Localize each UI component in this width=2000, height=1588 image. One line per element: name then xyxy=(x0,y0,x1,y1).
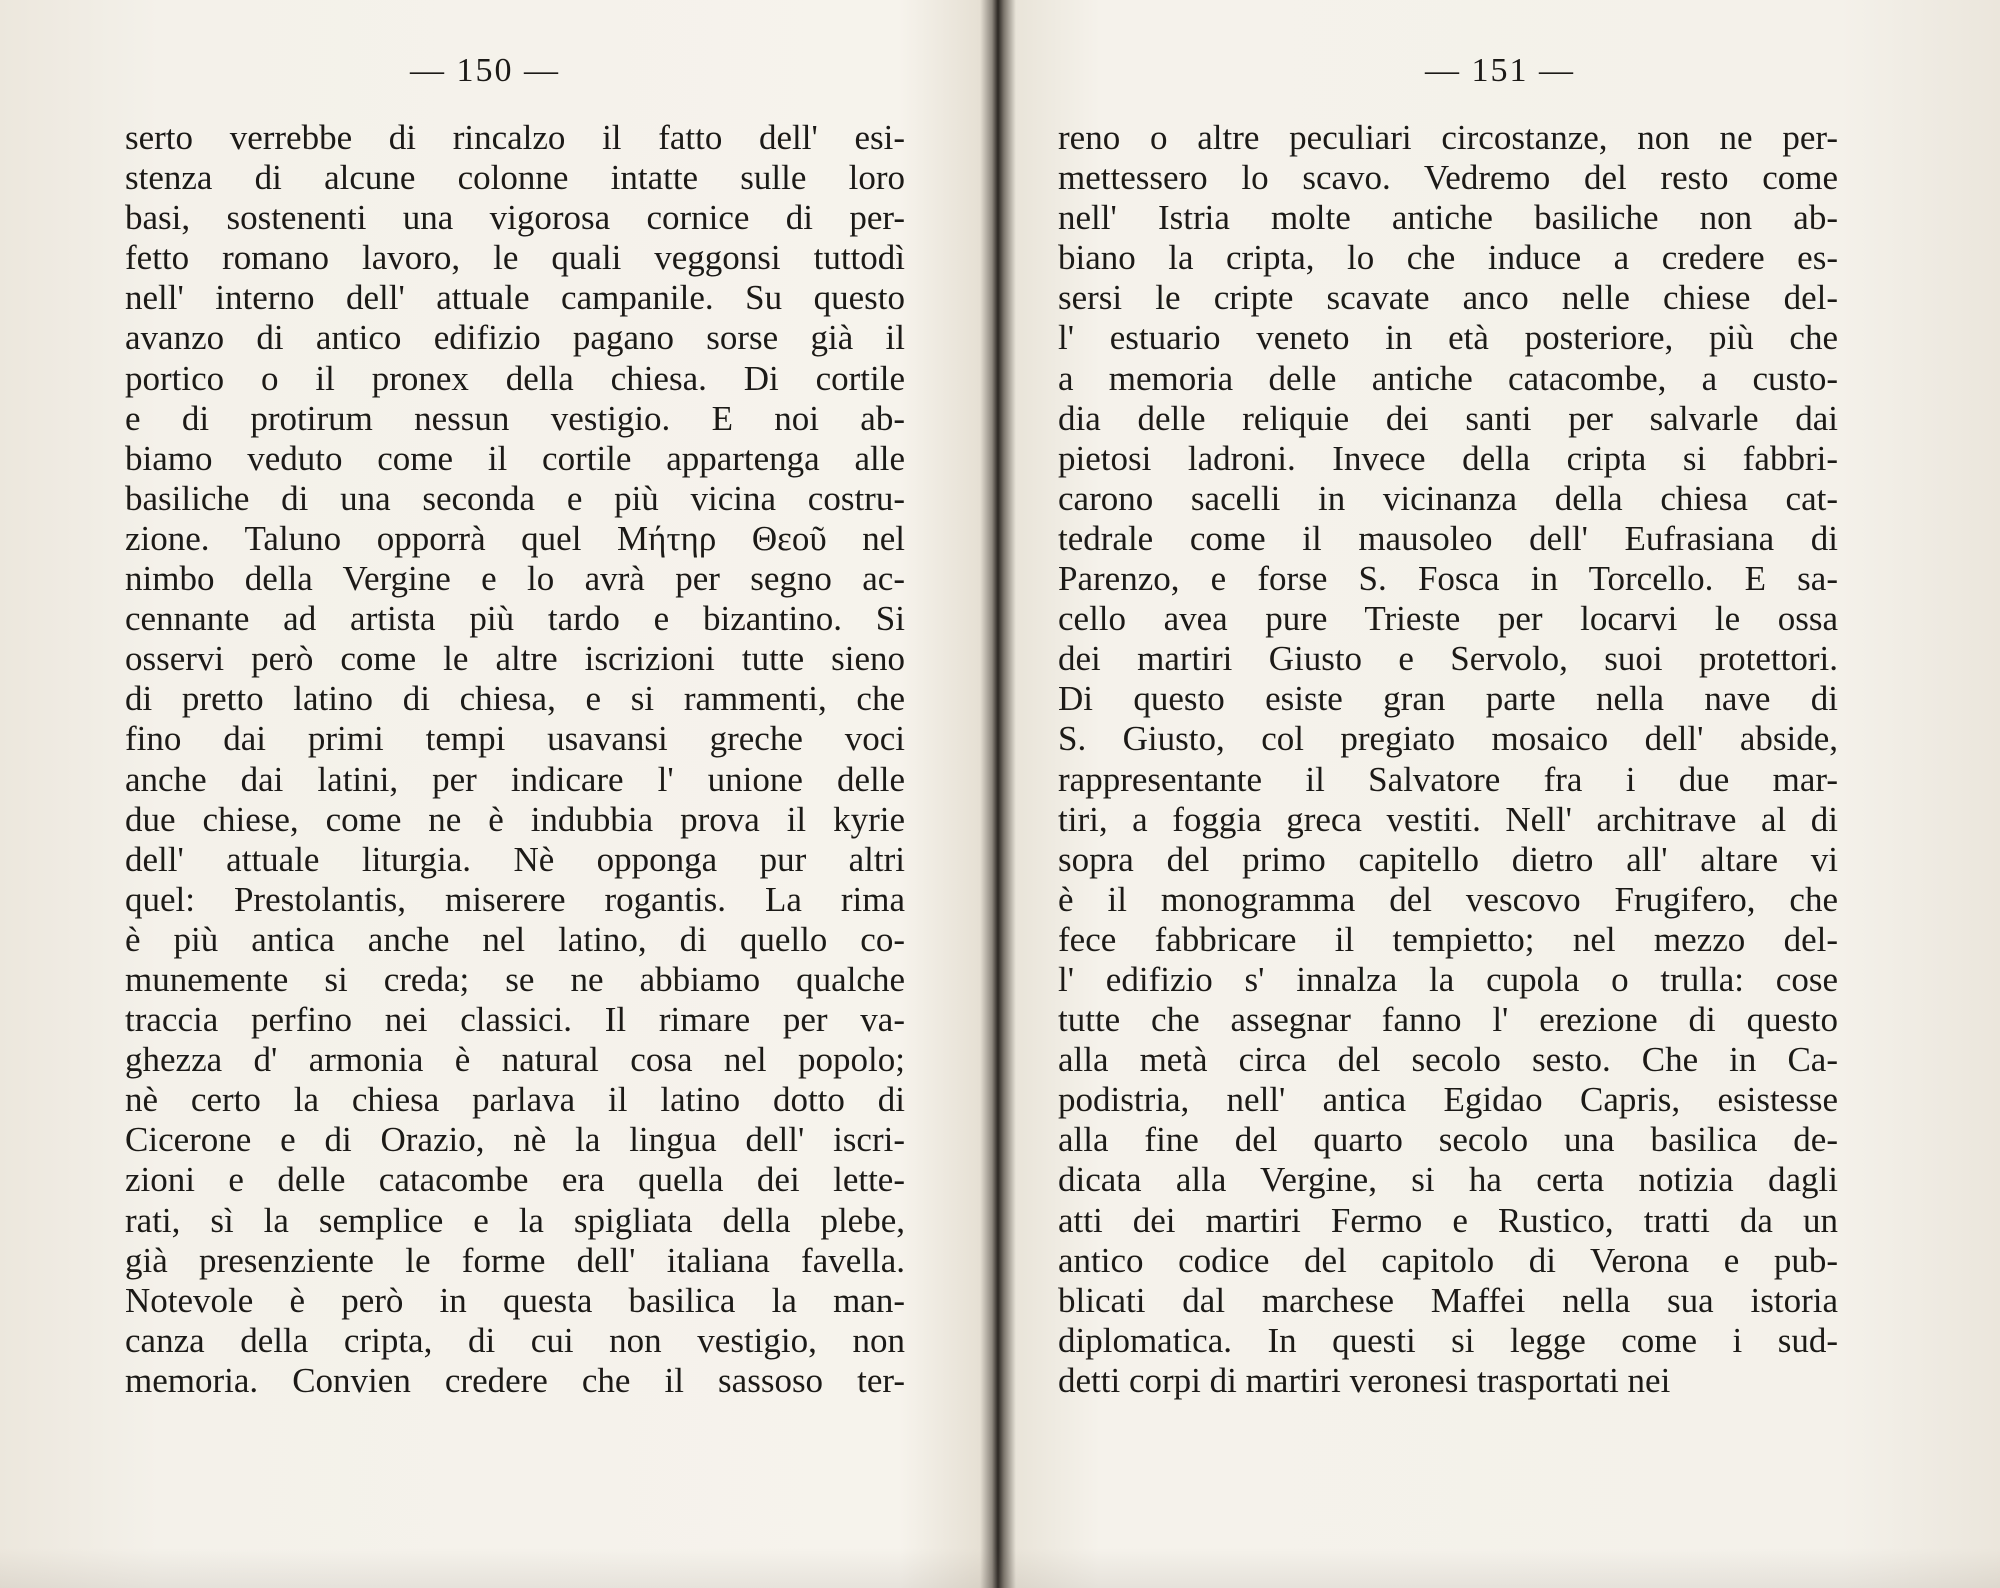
page-bottom-shadow xyxy=(0,1548,2000,1588)
page-number: — 151 — xyxy=(1425,52,1575,89)
text-line: cennante ad artista più tardo e bizantino. Si xyxy=(125,599,905,639)
text-line: antico codice del capitolo di Verona e pub- xyxy=(1058,1240,1838,1280)
page-text xyxy=(1058,118,1838,1401)
text-line: è il monogramma del vescovo Frugifero, che xyxy=(1058,879,1838,919)
text-line: blicati dal marchese Maffei nella sua istoria xyxy=(1058,1280,1838,1320)
text-line: S. Giusto, col pregiato mosaico dell' abside, xyxy=(1058,719,1838,759)
text-line: basi, sostenenti una vigorosa cornice di per- xyxy=(125,198,905,238)
text-line: Parenzo, e forse S. Fosca in Torcello. E sa- xyxy=(1058,559,1838,599)
text-line: memoria. Convien credere che il sassoso ter- xyxy=(125,1360,905,1400)
text-line: cello avea pure Trieste per locarvi le ossa xyxy=(1058,599,1838,639)
text-line: podistria, nell' antica Egidao Capris, esistesse xyxy=(1058,1080,1838,1120)
text-line: quel: Prestolantis, miserere rogantis. La rima xyxy=(125,879,905,919)
text-line: l' estuario veneto in età posteriore, più che xyxy=(1058,318,1838,358)
text-line: sopra del primo capitello dietro all' altare vi xyxy=(1058,839,1838,879)
text-line: munemente si creda; se ne abbiamo qualche xyxy=(125,959,905,999)
text-line: carono sacelli in vicinanza della chiesa cat- xyxy=(1058,478,1838,518)
page-text xyxy=(125,118,905,1401)
text-line: Cicerone e di Orazio, nè la lingua dell' iscri- xyxy=(125,1120,905,1160)
right-page xyxy=(1000,0,2000,1588)
text-line: stenza di alcune colonne intatte sulle loro xyxy=(125,158,905,198)
text-line: Notevole è però in questa basilica la man- xyxy=(125,1280,905,1320)
text-line: fetto romano lavoro, le quali veggonsi tuttodì xyxy=(125,238,905,278)
text-line: nimbo della Vergine e lo avrà per segno ac- xyxy=(125,559,905,599)
text-line: Di questo esiste gran parte nella nave di xyxy=(1058,679,1838,719)
text-line: due chiese, come ne è indubbia prova il kyrie xyxy=(125,799,905,839)
text-line: è più antica anche nel latino, di quello co- xyxy=(125,919,905,959)
text-line: zioni e delle catacombe era quella dei lette- xyxy=(125,1160,905,1200)
text-line: a memoria delle antiche catacombe, a custo- xyxy=(1058,358,1838,398)
text-line: canza della cripta, di cui non vestigio, non xyxy=(125,1320,905,1360)
text-line: alla metà circa del secolo sesto. Che in Ca- xyxy=(1058,1040,1838,1080)
text-line: biano la cripta, lo che induce a credere es- xyxy=(1058,238,1838,278)
text-line: l' edifizio s' innalza la cupola o trulla: cose xyxy=(1058,959,1838,999)
text-line: di pretto latino di chiesa, e si rammenti, che xyxy=(125,679,905,719)
text-line: alla fine del quarto secolo una basilica de- xyxy=(1058,1120,1838,1160)
text-line: tiri, a foggia greca vestiti. Nell' architrave al di xyxy=(1058,799,1838,839)
text-line: anche dai latini, per indicare l' unione delle xyxy=(125,759,905,799)
text-line: avanzo di antico edifizio pagano sorse già il xyxy=(125,318,905,358)
text-line: tedrale come il mausoleo dell' Eufrasiana di xyxy=(1058,518,1838,558)
page-number: — 150 — xyxy=(410,52,560,89)
text-line: nell' Istria molte antiche basiliche non ab- xyxy=(1058,198,1838,238)
text-line: traccia perfino nei classici. Il rimare per va- xyxy=(125,1000,905,1040)
text-line: detti corpi di martiri veronesi trasportati nei xyxy=(1058,1360,1671,1400)
text-line: dell' attuale liturgia. Nè opponga pur altri xyxy=(125,839,905,879)
text-line: sersi le cripte scavate anco nelle chiese del- xyxy=(1058,278,1838,318)
text-line: osservi però come le altre iscrizioni tutte sieno xyxy=(125,639,905,679)
text-line: dei martiri Giusto e Servolo, suoi protettori. xyxy=(1058,639,1838,679)
text-line: portico o il pronex della chiesa. Di cortile xyxy=(125,358,905,398)
text-line: dicata alla Vergine, si ha certa notizia dagli xyxy=(1058,1160,1838,1200)
text-line: mettessero lo scavo. Vedremo del resto come xyxy=(1058,158,1838,198)
text-line: fece fabbricare il tempietto; nel mezzo del- xyxy=(1058,919,1838,959)
text-line: ghezza d' armonia è natural cosa nel popolo; xyxy=(125,1040,905,1080)
text-line: serto verrebbe di rincalzo il fatto dell' esi- xyxy=(125,118,905,157)
text-line: atti dei martiri Fermo e Rustico, tratti da un xyxy=(1058,1200,1838,1240)
text-line: biamo veduto come il cortile appartenga alle xyxy=(125,438,905,478)
left-page xyxy=(0,0,990,1588)
text-line: già presenziente le forme dell' italiana favella. xyxy=(125,1240,905,1280)
text-line: tutte che assegnar fanno l' erezione di questo xyxy=(1058,1000,1838,1040)
text-line: fino dai primi tempi usavansi greche voci xyxy=(125,719,905,759)
text-line: nè certo la chiesa parlava il latino dotto di xyxy=(125,1080,905,1120)
text-line: dia delle reliquie dei santi per salvarle dai xyxy=(1058,398,1838,438)
text-line: pietosi ladroni. Invece della cripta si fabbri- xyxy=(1058,438,1838,478)
text-line: diplomatica. In questi si legge come i sud- xyxy=(1058,1320,1838,1360)
text-line: e di protirum nessun vestigio. E noi ab- xyxy=(125,398,905,438)
text-line: zione. Taluno opporrà quel Μήτηρ Θεοῦ nel xyxy=(125,518,905,558)
text-line: nell' interno dell' attuale campanile. Su questo xyxy=(125,278,905,318)
text-line: rappresentante il Salvatore fra i due mar- xyxy=(1058,759,1838,799)
text-line: basiliche di una seconda e più vicina costru- xyxy=(125,478,905,518)
text-line: rati, sì la semplice e la spigliata della plebe, xyxy=(125,1200,905,1240)
text-line: reno o altre peculiari circostanze, non ne per- xyxy=(1058,118,1838,157)
